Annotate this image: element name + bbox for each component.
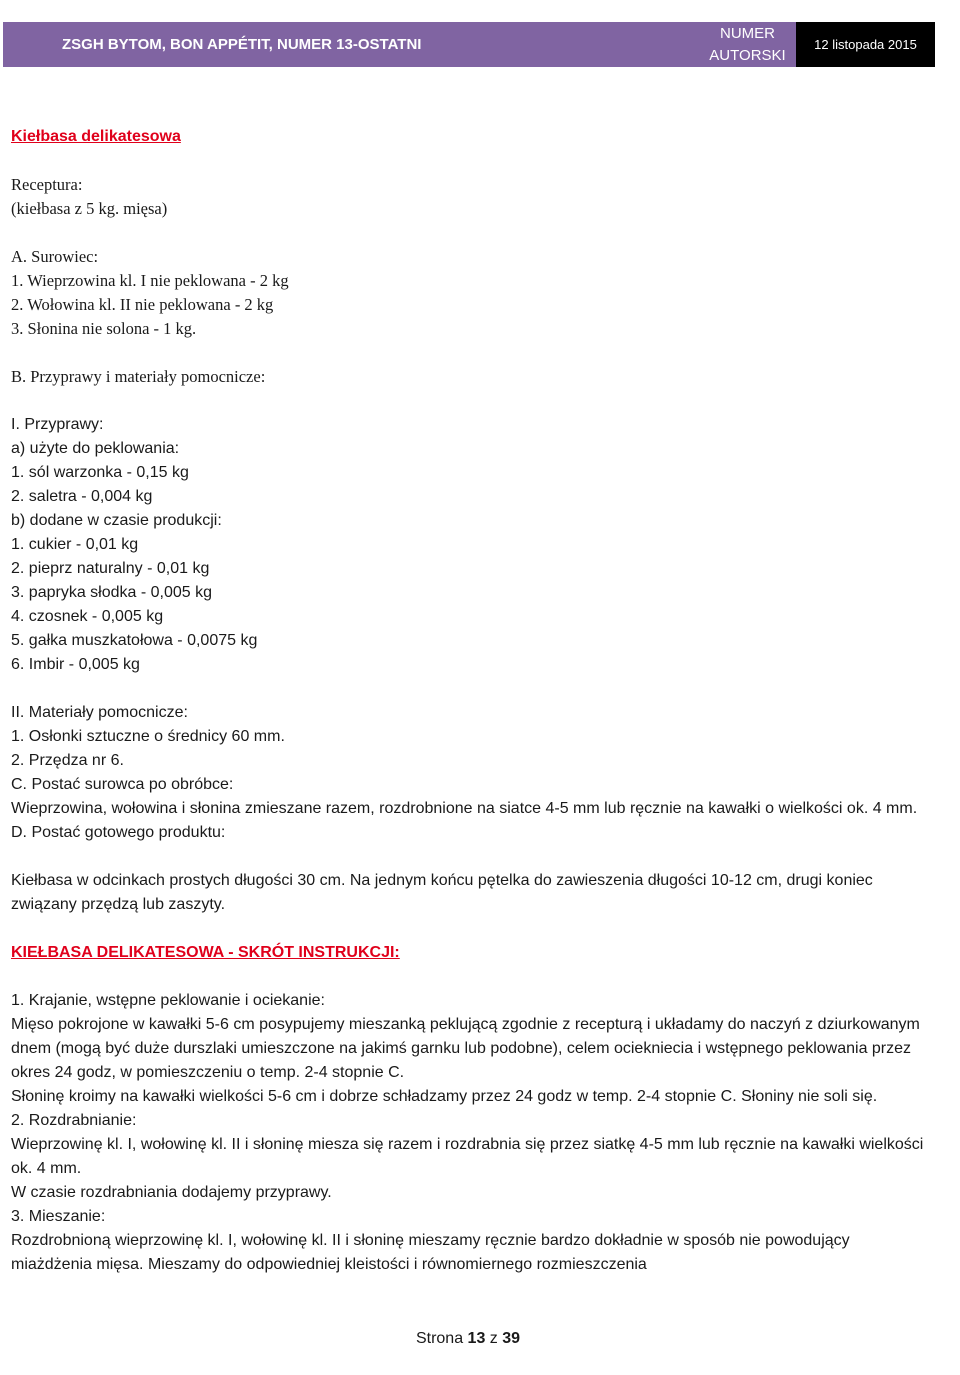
issue-line-1: NUMER <box>720 24 775 42</box>
blank-line <box>11 845 926 869</box>
text-line: Receptura: <box>11 175 83 194</box>
footer-page-number: 13 <box>467 1330 486 1347</box>
page-content <box>11 125 926 1277</box>
page-footer <box>0 1330 936 1348</box>
text-line: 1. sól warzonka - 0,15 kg <box>11 464 189 481</box>
blank-line <box>11 221 926 245</box>
text-line: Kiełbasa w odcinkach prostych długości 30 cm. Na jednym końcu pętelka do zawieszenia długości 10-12 cm, drugi koniec związany przędzą lub zaszyty. <box>11 872 873 913</box>
text-line: 5. gałka muszkatołowa - 0,0075 kg <box>11 632 258 649</box>
blank-line <box>11 917 926 941</box>
blank-line <box>11 341 926 365</box>
footer-separator: z <box>489 1330 498 1347</box>
text-line: II. Materiały pomocnicze: <box>11 704 188 721</box>
text-line: 1. Wieprzowina kl. I nie peklowana - 2 kg <box>11 271 289 290</box>
section-heading-recipe: Kiełbasa delikatesowa <box>11 128 181 145</box>
text-line: 3. papryka słodka - 0,005 kg <box>11 584 213 601</box>
footer-page-total: 39 <box>502 1330 521 1347</box>
text-line: 2. Rozdrabnianie: <box>11 1112 137 1129</box>
issue-line-2: AUTORSKI <box>709 46 786 64</box>
text-line: 1. cukier - 0,01 kg <box>11 536 139 553</box>
text-line: a) użyte do peklowania: <box>11 440 180 457</box>
text-line: 3. Słonina nie solona - 1 kg. <box>11 319 197 338</box>
text-line: I. Przyprawy: <box>11 416 104 433</box>
text-line: (kiełbasa z 5 kg. mięsa) <box>11 199 168 218</box>
section-heading-instructions: KIEŁBASA DELIKATESOWA - SKRÓT INSTRUKCJI: <box>11 944 400 961</box>
text-line: B. Przyprawy i materiały pomocnicze: <box>11 367 266 386</box>
document-header <box>3 22 935 67</box>
text-line: D. Postać gotowego produktu: <box>11 824 226 841</box>
text-line: 1. Osłonki sztuczne o średnicy 60 mm. <box>11 728 285 745</box>
blank-line <box>11 389 926 413</box>
text-line: Wieprzowina, wołowina i słonina zmieszane razem, rozdrobnione na siatce 4-5 mm lub ręcznie na kawałki o wielkości ok. 4 mm. <box>11 800 918 817</box>
text-line: 2. Przędza nr 6. <box>11 752 124 769</box>
footer-prefix: Strona <box>415 1330 464 1347</box>
text-line: 2. pieprz naturalny - 0,01 kg <box>11 560 210 577</box>
blank-line <box>11 677 926 701</box>
text-line: Wieprzowinę kl. I, wołowinę kl. II i słoninę miesza się razem i rozdrabnia się przez siatkę 4-5 mm lub ręcznie na kawałki wielkości ok. 4 mm. <box>11 1136 924 1177</box>
text-line: 1. Krajanie, wstępne peklowanie i ociekanie: <box>11 992 325 1009</box>
header-issue-label <box>699 22 796 67</box>
header-date: 12 listopada 2015 <box>796 22 935 67</box>
header-title: ZSGH BYTOM, BON APPÉTIT, NUMER 13-OSTATNI <box>3 22 699 67</box>
spices-block <box>11 413 926 941</box>
text-line: Słoninę kroimy na kawałki wielkości 5-6 cm i dobrze schładzamy przez 24 godz w temp. 2-4 stopnie C. Słoniny nie soli się. <box>11 1088 878 1105</box>
blank-line <box>11 965 926 989</box>
text-line: 6. Imbir - 0,005 kg <box>11 656 140 673</box>
text-line: W czasie rozdrabniania dodajemy przyprawy. <box>11 1184 332 1201</box>
text-line: 4. czosnek - 0,005 kg <box>11 608 164 625</box>
text-line: 2. Wołowina kl. II nie peklowana - 2 kg <box>11 295 274 314</box>
text-line: C. Postać surowca po obróbce: <box>11 776 234 793</box>
text-line: 3. Mieszanie: <box>11 1208 106 1225</box>
text-line: 2. saletra - 0,004 kg <box>11 488 153 505</box>
text-line: Rozdrobnioną wieprzowinę kl. I, wołowinę kl. II i słoninę mieszamy ręcznie bardzo dokładnie w sposób nie powodujący miażdżenia mięsa. Mieszamy do odpowiedniej kleistości i równomiernego rozmieszczenia <box>11 1232 850 1273</box>
text-line: Mięso pokrojone w kawałki 5-6 cm posypujemy mieszanką peklującą zgodnie z recepturą i układamy do naczyń z dziurkowanym dnem (mogą być duże durszlaki umieszczone na jakimś garnku lub podobne), celem ociekniecia i wstępnego peklowania przez okres 24 godz, w pomieszczeniu o temp. 2-4 stopnie C. <box>11 1016 920 1081</box>
instructions-block <box>11 965 926 1277</box>
text-line: A. Surowiec: <box>11 247 99 266</box>
recipe-block <box>11 173 926 413</box>
text-line: b) dodane w czasie produkcji: <box>11 512 222 529</box>
